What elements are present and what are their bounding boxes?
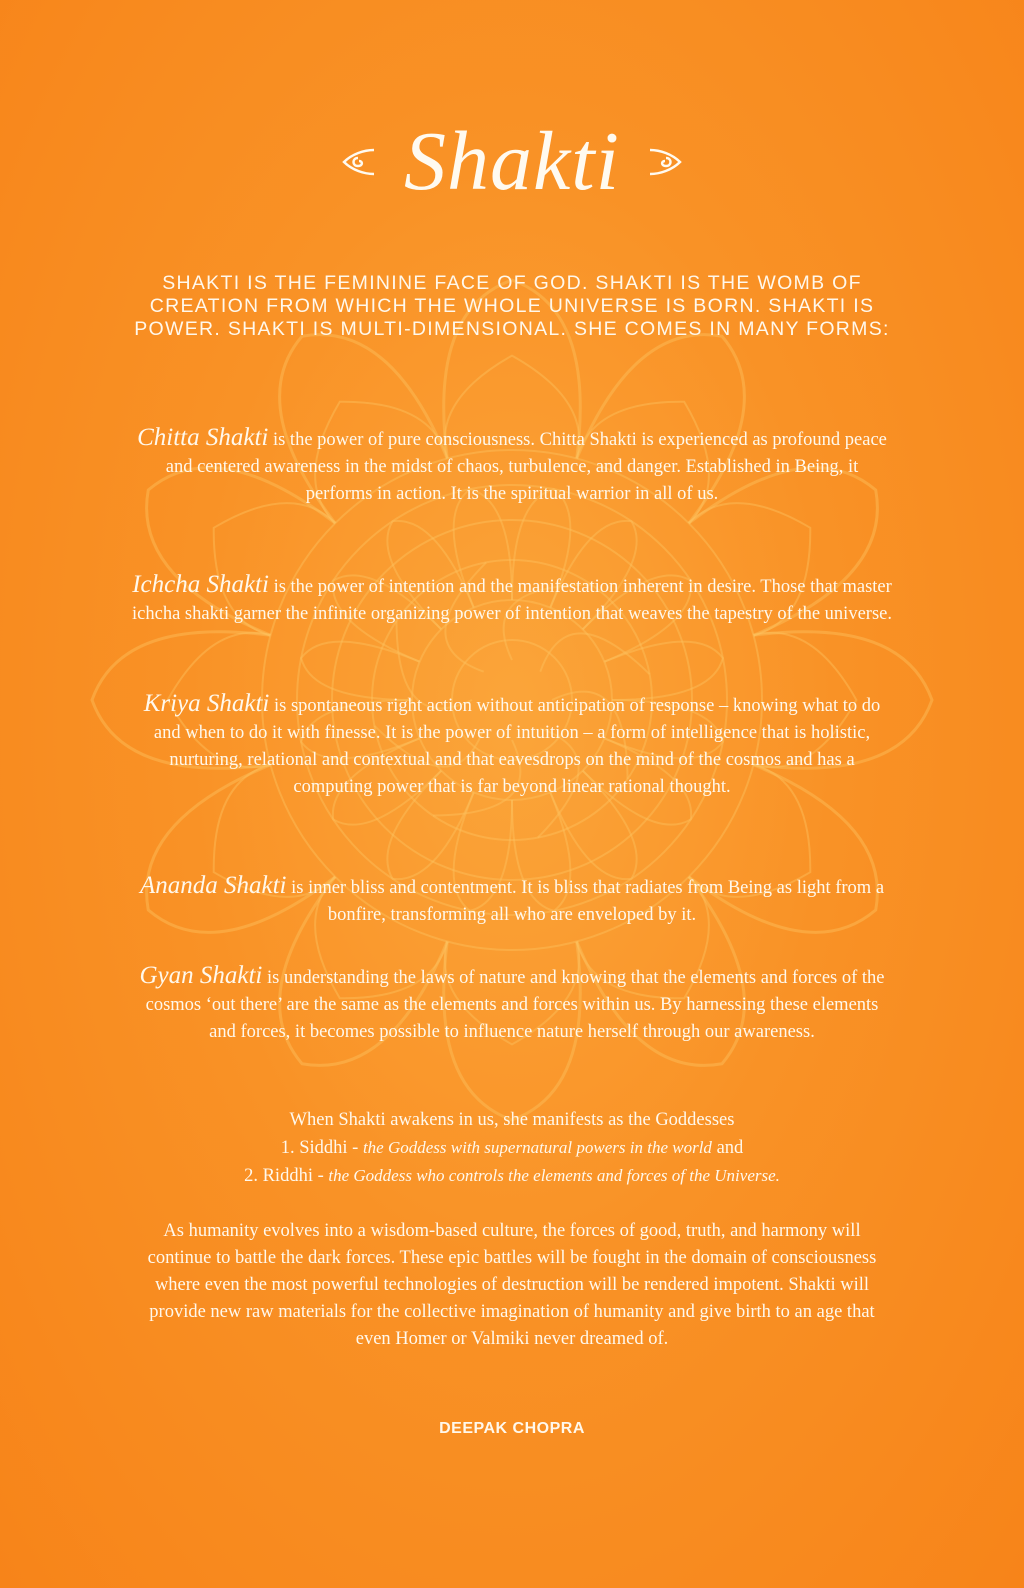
term-gyan-shakti: Gyan Shakti [139,962,263,989]
term-kriya-shakti: Kriya Shakti [143,690,270,717]
page-title: Shakti [404,115,620,208]
closing-paragraph: As humanity evolves into a wisdom-based culture, the forces of good, truth, and harmony will continue to battle the dark forces. These epic battles will be fought in the domain of consciousness where even the most powerful technologies of destruction will be rendered impotent. Shakti will provide new raw materials for the collective imagination of humanity and give birth to an age that even Homer or Valmiki never dreamed of. [147,1221,877,1349]
author-name: DEEPAK CHOPRA [439,1420,585,1437]
goddess-item-riddhi [132,1162,892,1190]
ichcha-shakti-paragraph [132,571,892,628]
intro-text: SHAKTI IS THE FEMININE FACE OF GOD. SHAKTI IS THE WOMB OF CREATION FROM WHICH THE WHOLE UNIVERSE IS BORN. SHAKTI IS POWER. SHAKTI IS MULTI-DIMENSIONAL. SHE COMES IN MANY FORMS: [134,272,890,340]
goddesses-block [132,1106,892,1190]
term-ananda-shakti: Ananda Shakti [139,872,287,899]
ichcha-shakti-text: is the power of intention and the manifestation inherent in desire. Those that master ichcha shakti garner the infinite organizing power of intention that weaves the tapestry of the universe. [132,577,892,624]
ananda-shakti-paragraph [132,872,892,929]
gyan-shakti-text: is understanding the laws of nature and knowing that the elements and forces of the cosmos ‘out there’ are the same as the elements and forces within us. By harnessing these elements and forces, it becomes possible to influence nature herself through our awareness. [145,968,885,1042]
gyan-shakti-paragraph [132,962,892,1046]
goddess-description: the Goddess with supernatural powers in the world [362,1138,712,1157]
term-chitta-shakti: Chitta Shakti [137,424,269,451]
goddess-prefix: 2. Riddhi - [244,1166,329,1186]
goddess-description: the Goddess who controls the elements and forces of the Universe. [328,1166,780,1185]
term-ichcha-shakti: Ichcha Shakti [132,571,269,598]
goddess-prefix: 1. Siddhi - [280,1138,363,1158]
chitta-shakti-paragraph [132,424,892,508]
left-flourish-icon [334,144,378,180]
kriya-shakti-paragraph [132,690,892,801]
title-block [0,112,1024,212]
goddess-suffix: and [711,1138,744,1158]
goddess-item-siddhi [132,1134,892,1162]
kriya-shakti-text: is spontaneous right action without anticipation of response – knowing what to do and when to do it with finesse. It is the power of intuition – a form of intelligence that is holistic, nurturing, relational and contextual and that eavesdrops on the mind of the cosmos and has a computing power that is far beyond linear rational thought. [153,696,881,797]
goddesses-lead: When Shakti awakens in us, she manifests as the Goddesses [289,1110,735,1130]
chitta-shakti-text: is the power of pure consciousness. Chitta Shakti is experienced as profound peace and centered awareness in the midst of chaos, turbulence, and danger. Established in Being, it performs in action. It is the spiritual warrior in all of us. [165,430,887,504]
ananda-shakti-text: is inner bliss and contentment. It is bliss that radiates from Being as light from a bonfire, transforming all who are enveloped by it. [286,878,885,925]
right-flourish-icon [646,144,690,180]
